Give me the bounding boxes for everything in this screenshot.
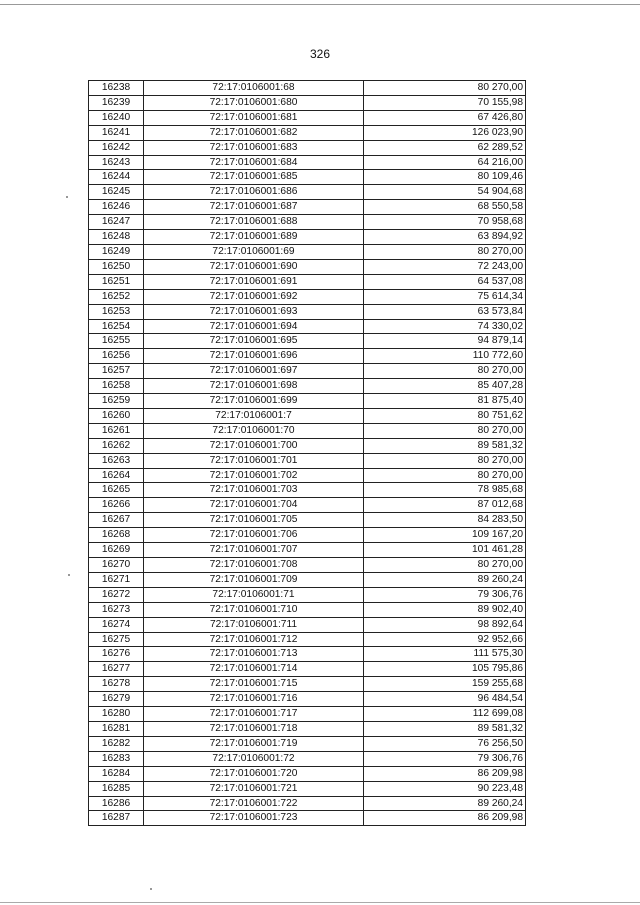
table-row xyxy=(89,319,526,334)
row-number-cell: 16249 xyxy=(89,244,144,259)
cadastral-number-cell: 72:17:0106001:69 xyxy=(144,244,364,259)
table-row xyxy=(89,811,526,826)
row-number-cell: 16275 xyxy=(89,632,144,647)
cadastral-number-cell: 72:17:0106001:687 xyxy=(144,200,364,215)
row-number-cell: 16263 xyxy=(89,453,144,468)
cadastral-number-cell: 72:17:0106001:697 xyxy=(144,364,364,379)
row-number-cell: 16243 xyxy=(89,155,144,170)
table-row xyxy=(89,304,526,319)
row-number-cell: 16286 xyxy=(89,796,144,811)
value-cell: 98 892,64 xyxy=(364,617,526,632)
row-number-cell: 16242 xyxy=(89,140,144,155)
cadastral-number-cell: 72:17:0106001:680 xyxy=(144,95,364,110)
table-row xyxy=(89,274,526,289)
table-row xyxy=(89,155,526,170)
value-cell: 63 894,92 xyxy=(364,230,526,245)
table-row xyxy=(89,781,526,796)
table-row xyxy=(89,796,526,811)
value-cell: 90 223,48 xyxy=(364,781,526,796)
value-cell: 87 012,68 xyxy=(364,498,526,513)
cadastral-number-cell: 72:17:0106001:708 xyxy=(144,558,364,573)
bottom-scan-edge xyxy=(0,902,640,903)
cadastral-number-cell: 72:17:0106001:717 xyxy=(144,707,364,722)
table-row xyxy=(89,185,526,200)
value-cell: 84 283,50 xyxy=(364,513,526,528)
margin-speck xyxy=(68,574,70,576)
row-number-cell: 16244 xyxy=(89,170,144,185)
cadastral-number-cell: 72:17:0106001:704 xyxy=(144,498,364,513)
row-number-cell: 16245 xyxy=(89,185,144,200)
top-scan-edge xyxy=(0,4,640,5)
table-row xyxy=(89,543,526,558)
row-number-cell: 16239 xyxy=(89,95,144,110)
cadastral-number-cell: 72:17:0106001:714 xyxy=(144,662,364,677)
row-number-cell: 16276 xyxy=(89,647,144,662)
value-cell: 80 270,00 xyxy=(364,558,526,573)
row-number-cell: 16274 xyxy=(89,617,144,632)
row-number-cell: 16287 xyxy=(89,811,144,826)
value-cell: 159 255,68 xyxy=(364,677,526,692)
table-row xyxy=(89,751,526,766)
cadastral-number-cell: 72:17:0106001:703 xyxy=(144,483,364,498)
cadastral-number-cell: 72:17:0106001:694 xyxy=(144,319,364,334)
cadastral-number-cell: 72:17:0106001:710 xyxy=(144,602,364,617)
value-cell: 110 772,60 xyxy=(364,349,526,364)
row-number-cell: 16283 xyxy=(89,751,144,766)
table-row xyxy=(89,289,526,304)
table-row xyxy=(89,513,526,528)
table-row xyxy=(89,230,526,245)
row-number-cell: 16262 xyxy=(89,438,144,453)
row-number-cell: 16252 xyxy=(89,289,144,304)
value-cell: 89 581,32 xyxy=(364,721,526,736)
cadastral-number-cell: 72:17:0106001:719 xyxy=(144,736,364,751)
row-number-cell: 16254 xyxy=(89,319,144,334)
cadastral-number-cell: 72:17:0106001:72 xyxy=(144,751,364,766)
value-cell: 63 573,84 xyxy=(364,304,526,319)
table-row xyxy=(89,483,526,498)
cadastral-number-cell: 72:17:0106001:689 xyxy=(144,230,364,245)
value-cell: 80 270,00 xyxy=(364,81,526,96)
value-cell: 79 306,76 xyxy=(364,751,526,766)
cadastral-number-cell: 72:17:0106001:686 xyxy=(144,185,364,200)
value-cell: 111 575,30 xyxy=(364,647,526,662)
table-row xyxy=(89,617,526,632)
value-cell: 68 550,58 xyxy=(364,200,526,215)
value-cell: 76 256,50 xyxy=(364,736,526,751)
row-number-cell: 16238 xyxy=(89,81,144,96)
cadastral-number-cell: 72:17:0106001:68 xyxy=(144,81,364,96)
row-number-cell: 16261 xyxy=(89,423,144,438)
table-row xyxy=(89,721,526,736)
value-cell: 80 270,00 xyxy=(364,364,526,379)
cadastral-number-cell: 72:17:0106001:700 xyxy=(144,438,364,453)
table-row xyxy=(89,110,526,125)
cadastral-number-cell: 72:17:0106001:70 xyxy=(144,423,364,438)
value-cell: 89 260,24 xyxy=(364,572,526,587)
row-number-cell: 16268 xyxy=(89,528,144,543)
row-number-cell: 16267 xyxy=(89,513,144,528)
row-number-cell: 16260 xyxy=(89,408,144,423)
table-row xyxy=(89,200,526,215)
value-cell: 94 879,14 xyxy=(364,334,526,349)
value-cell: 70 155,98 xyxy=(364,95,526,110)
value-cell: 80 270,00 xyxy=(364,423,526,438)
table-row xyxy=(89,498,526,513)
row-number-cell: 16259 xyxy=(89,394,144,409)
cadastral-number-cell: 72:17:0106001:722 xyxy=(144,796,364,811)
table-row xyxy=(89,334,526,349)
row-number-cell: 16284 xyxy=(89,766,144,781)
table-row xyxy=(89,587,526,602)
value-cell: 67 426,80 xyxy=(364,110,526,125)
value-cell: 80 751,62 xyxy=(364,408,526,423)
cadastral-value-table xyxy=(88,80,526,826)
cadastral-number-cell: 72:17:0106001:715 xyxy=(144,677,364,692)
cadastral-number-cell: 72:17:0106001:701 xyxy=(144,453,364,468)
table-row xyxy=(89,408,526,423)
table-row xyxy=(89,662,526,677)
table-row xyxy=(89,81,526,96)
table-row xyxy=(89,647,526,662)
table-row xyxy=(89,572,526,587)
value-cell: 89 581,32 xyxy=(364,438,526,453)
row-number-cell: 16258 xyxy=(89,379,144,394)
table-row xyxy=(89,707,526,722)
value-cell: 89 260,24 xyxy=(364,796,526,811)
table-row xyxy=(89,736,526,751)
row-number-cell: 16255 xyxy=(89,334,144,349)
value-cell: 105 795,86 xyxy=(364,662,526,677)
row-number-cell: 16277 xyxy=(89,662,144,677)
cadastral-number-cell: 72:17:0106001:690 xyxy=(144,259,364,274)
value-cell: 74 330,02 xyxy=(364,319,526,334)
cadastral-number-cell: 72:17:0106001:695 xyxy=(144,334,364,349)
value-cell: 80 270,00 xyxy=(364,468,526,483)
row-number-cell: 16266 xyxy=(89,498,144,513)
table-row xyxy=(89,170,526,185)
table-row xyxy=(89,528,526,543)
table-row xyxy=(89,558,526,573)
cadastral-number-cell: 72:17:0106001:7 xyxy=(144,408,364,423)
row-number-cell: 16273 xyxy=(89,602,144,617)
value-cell: 85 407,28 xyxy=(364,379,526,394)
cadastral-number-cell: 72:17:0106001:706 xyxy=(144,528,364,543)
margin-speck xyxy=(150,888,152,890)
row-number-cell: 16253 xyxy=(89,304,144,319)
row-number-cell: 16248 xyxy=(89,230,144,245)
value-cell: 64 216,00 xyxy=(364,155,526,170)
row-number-cell: 16257 xyxy=(89,364,144,379)
cadastral-number-cell: 72:17:0106001:691 xyxy=(144,274,364,289)
table-row xyxy=(89,468,526,483)
value-cell: 86 209,98 xyxy=(364,811,526,826)
table-row xyxy=(89,394,526,409)
value-cell: 75 614,34 xyxy=(364,289,526,304)
row-number-cell: 16251 xyxy=(89,274,144,289)
row-number-cell: 16285 xyxy=(89,781,144,796)
value-cell: 109 167,20 xyxy=(364,528,526,543)
table-row xyxy=(89,349,526,364)
row-number-cell: 16280 xyxy=(89,707,144,722)
value-cell: 79 306,76 xyxy=(364,587,526,602)
table-row xyxy=(89,259,526,274)
value-cell: 101 461,28 xyxy=(364,543,526,558)
table-row xyxy=(89,677,526,692)
row-number-cell: 16269 xyxy=(89,543,144,558)
value-cell: 112 699,08 xyxy=(364,707,526,722)
row-number-cell: 16278 xyxy=(89,677,144,692)
cadastral-number-cell: 72:17:0106001:707 xyxy=(144,543,364,558)
table-row xyxy=(89,379,526,394)
cadastral-number-cell: 72:17:0106001:713 xyxy=(144,647,364,662)
value-cell: 70 958,68 xyxy=(364,215,526,230)
cadastral-number-cell: 72:17:0106001:702 xyxy=(144,468,364,483)
cadastral-number-cell: 72:17:0106001:709 xyxy=(144,572,364,587)
table-row xyxy=(89,453,526,468)
table-row xyxy=(89,438,526,453)
cadastral-number-cell: 72:17:0106001:682 xyxy=(144,125,364,140)
cadastral-number-cell: 72:17:0106001:696 xyxy=(144,349,364,364)
table-body xyxy=(89,81,526,826)
cadastral-number-cell: 72:17:0106001:718 xyxy=(144,721,364,736)
value-cell: 72 243,00 xyxy=(364,259,526,274)
table-row xyxy=(89,125,526,140)
value-cell: 78 985,68 xyxy=(364,483,526,498)
row-number-cell: 16246 xyxy=(89,200,144,215)
cadastral-number-cell: 72:17:0106001:705 xyxy=(144,513,364,528)
cadastral-number-cell: 72:17:0106001:711 xyxy=(144,617,364,632)
cadastral-number-cell: 72:17:0106001:699 xyxy=(144,394,364,409)
table-row xyxy=(89,95,526,110)
value-cell: 92 952,66 xyxy=(364,632,526,647)
cadastral-number-cell: 72:17:0106001:712 xyxy=(144,632,364,647)
value-cell: 86 209,98 xyxy=(364,766,526,781)
value-cell: 80 109,46 xyxy=(364,170,526,185)
cadastral-number-cell: 72:17:0106001:683 xyxy=(144,140,364,155)
row-number-cell: 16281 xyxy=(89,721,144,736)
cadastral-number-cell: 72:17:0106001:721 xyxy=(144,781,364,796)
table-row xyxy=(89,692,526,707)
table-row xyxy=(89,632,526,647)
table-row xyxy=(89,364,526,379)
cadastral-number-cell: 72:17:0106001:71 xyxy=(144,587,364,602)
value-cell: 54 904,68 xyxy=(364,185,526,200)
row-number-cell: 16241 xyxy=(89,125,144,140)
table-row xyxy=(89,244,526,259)
row-number-cell: 16272 xyxy=(89,587,144,602)
table-row xyxy=(89,215,526,230)
cadastral-number-cell: 72:17:0106001:692 xyxy=(144,289,364,304)
cadastral-number-cell: 72:17:0106001:685 xyxy=(144,170,364,185)
row-number-cell: 16247 xyxy=(89,215,144,230)
row-number-cell: 16270 xyxy=(89,558,144,573)
margin-speck xyxy=(66,196,68,198)
value-cell: 126 023,90 xyxy=(364,125,526,140)
value-cell: 80 270,00 xyxy=(364,453,526,468)
row-number-cell: 16250 xyxy=(89,259,144,274)
value-cell: 80 270,00 xyxy=(364,244,526,259)
row-number-cell: 16240 xyxy=(89,110,144,125)
cadastral-number-cell: 72:17:0106001:693 xyxy=(144,304,364,319)
table-row xyxy=(89,423,526,438)
cadastral-number-cell: 72:17:0106001:720 xyxy=(144,766,364,781)
value-cell: 96 484,54 xyxy=(364,692,526,707)
row-number-cell: 16265 xyxy=(89,483,144,498)
value-cell: 62 289,52 xyxy=(364,140,526,155)
row-number-cell: 16256 xyxy=(89,349,144,364)
row-number-cell: 16282 xyxy=(89,736,144,751)
table-row xyxy=(89,766,526,781)
row-number-cell: 16264 xyxy=(89,468,144,483)
cadastral-number-cell: 72:17:0106001:688 xyxy=(144,215,364,230)
row-number-cell: 16279 xyxy=(89,692,144,707)
row-number-cell: 16271 xyxy=(89,572,144,587)
table-row xyxy=(89,602,526,617)
cadastral-number-cell: 72:17:0106001:698 xyxy=(144,379,364,394)
cadastral-number-cell: 72:17:0106001:681 xyxy=(144,110,364,125)
value-cell: 81 875,40 xyxy=(364,394,526,409)
cadastral-number-cell: 72:17:0106001:723 xyxy=(144,811,364,826)
cadastral-number-cell: 72:17:0106001:716 xyxy=(144,692,364,707)
cadastral-number-cell: 72:17:0106001:684 xyxy=(144,155,364,170)
page-number: 326 xyxy=(309,47,331,61)
value-cell: 89 902,40 xyxy=(364,602,526,617)
table-row xyxy=(89,140,526,155)
value-cell: 64 537,08 xyxy=(364,274,526,289)
